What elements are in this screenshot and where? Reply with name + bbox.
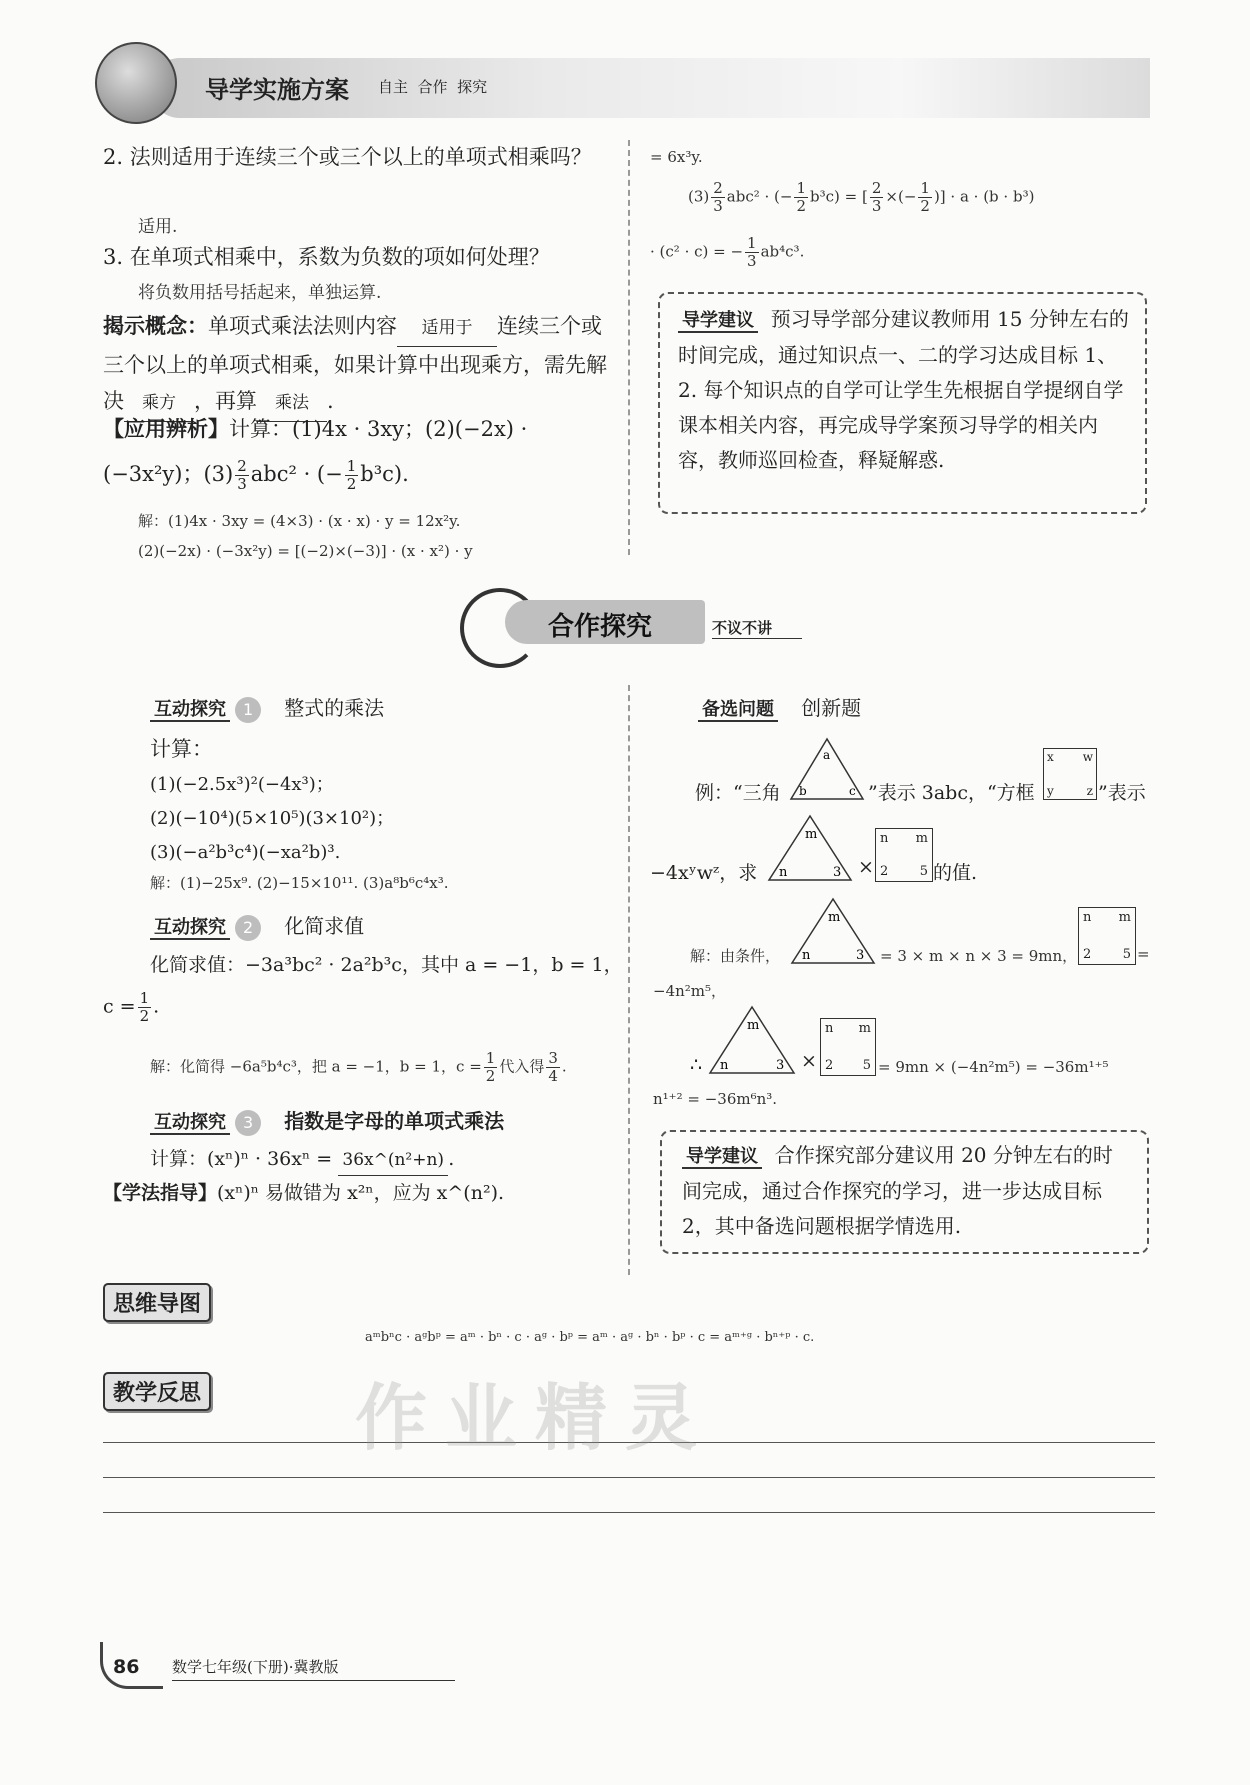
backup-ex-2: ”表示 3abc，“方框 xyxy=(868,782,1035,804)
box-nm25-sol-tr: m xyxy=(1118,910,1131,925)
header-subtitle: 自主 合作 探究 xyxy=(378,78,488,96)
explore-2-text: 化简求值：−3a³bc² · 2a²b³c，其中 a = −1，b = 1， xyxy=(150,954,623,976)
backup-sol-4: n¹⁺² = −36m⁶n³. xyxy=(653,1090,778,1108)
backup-sol-1b: = 3 × m × n × 3 = 9mn， xyxy=(880,947,1078,965)
box-xwyz xyxy=(1043,748,1097,800)
advice-1-label: 导学建议 xyxy=(678,310,758,333)
box-nm25-tr: m xyxy=(915,831,928,846)
reveal-mid: 连续三个或三个以上的单项式相乘，如果计算中出现乘方，需先解决 xyxy=(103,314,607,413)
explore-2-text2: c = xyxy=(103,995,136,1018)
triangle-mn3-sol-right: 3 xyxy=(856,948,865,963)
triangle-abc-top: a xyxy=(823,748,831,762)
explore-3-text: 计算：(xⁿ)ⁿ · 36xⁿ = xyxy=(150,1148,333,1170)
advice-2-label: 导学建议 xyxy=(682,1146,762,1169)
explore-1-item-3: (3)(−a²b³c⁴)(−xa²b)³. xyxy=(150,842,341,863)
box-nm25-bl: 2 xyxy=(880,864,889,879)
triangle-mn3-sol xyxy=(788,895,878,967)
header-title: 导学实施方案 xyxy=(205,76,349,104)
triangle-mn3-right: 3 xyxy=(833,865,842,880)
reveal-label: 揭示概念： xyxy=(103,314,208,338)
explore-3-title: 指数是字母的单项式乘法 xyxy=(284,1109,505,1133)
box-nm25-sol-bl: 2 xyxy=(1083,947,1092,962)
times-sign-2: × xyxy=(801,1050,817,1072)
backup-sol-3: ∴ xyxy=(690,1054,703,1076)
mascot-icon xyxy=(95,42,177,124)
reveal-pre: 单项式乘法法则内容 xyxy=(208,314,397,338)
explore-3-guide: (xⁿ)ⁿ 易做错为 x²ⁿ，应为 x^(n²). xyxy=(217,1182,505,1204)
box-nm25-sol2-br: 5 xyxy=(862,1058,871,1073)
explore-3-badge: 互动探究 xyxy=(150,1112,230,1135)
triangle-mn3-sol2 xyxy=(706,1003,798,1077)
sol-2: (2)(−2x) · (−3x²y) = [(−2)×(−3)] · (x · x²) · y xyxy=(138,542,473,560)
backup-ex-3: ”表示 xyxy=(1098,782,1146,804)
explore-3-blank: 36x^(n²+n) xyxy=(338,1145,448,1176)
backup-sol-1: 解：由条件， xyxy=(690,947,781,965)
box-nm25-tl: n xyxy=(880,831,889,846)
triangle-abc-right: c xyxy=(849,784,856,798)
triangle-mn3-sol2-top: m xyxy=(747,1018,760,1033)
explore-1-header xyxy=(150,692,384,723)
explore-3-line: 计算：(xⁿ)ⁿ · 36xⁿ = 36x^(n²+n) . xyxy=(150,1144,454,1176)
explore-2-answer-line: 解：化简得 −6a⁵b⁴c³，把 a = −1，b = 1，c = $\frac{1}{2}$ 代入得 $\frac{3}{4}$ . xyxy=(150,1049,567,1085)
explore-1-items xyxy=(150,768,394,870)
triangle-mn3-sol2-right: 3 xyxy=(776,1058,785,1073)
advice-2-text: 合作探究部分建议用 20 分钟左右的时间完成，通过合作探究的学习，进一步达成目标 2，其中备选问题根据学情选用. xyxy=(682,1143,1113,1238)
times-sign-1: × xyxy=(858,856,874,878)
backup-sol-1c: = xyxy=(1137,945,1150,963)
triangle-abc xyxy=(787,735,867,803)
box-nm25-sol2-tr: m xyxy=(858,1021,871,1036)
explore-3-header xyxy=(150,1105,504,1136)
book-name: 数学七年级(下册)·冀教版 xyxy=(172,1656,455,1681)
advice-1-text: 预习导学部分建议教师用 15 分钟左右的时间完成，通过知识点一、二的学习达成目标 1、2. 每个知识点的自学可让学生先根据自学提纲自学课本相关内容，再完成导学案预习导学的相关内容，教师巡回检查，释疑解惑. xyxy=(678,307,1129,472)
explore-2-answer2: 代入得 xyxy=(499,1057,545,1076)
apply-text: 计算：(1)4x · 3xy；(2)(−2x) · xyxy=(229,417,528,441)
explore-3-num: 3 xyxy=(235,1110,261,1136)
box-xwyz-tl: x xyxy=(1047,750,1054,764)
blank-1: 适用于 xyxy=(397,310,497,347)
right-line-2: (3) $\frac{2}{3}$ abc² · (− $\frac{1}{2}$ b³c) = [ $\frac{2}{3}$ ×(− $\frac{1}{2}$ )] · a · (b · b³) xyxy=(688,179,1035,215)
backup-ex-5: 的值. xyxy=(933,862,978,884)
section-note: 不议不讲 xyxy=(712,617,802,639)
triangle-mn3-left: n xyxy=(779,865,788,880)
advice-1 xyxy=(678,302,1130,478)
box-nm25-sol xyxy=(1078,907,1136,965)
box-nm25-br: 5 xyxy=(919,864,928,879)
watermark-stamp: 作业精灵 xyxy=(355,1376,716,1460)
right-line-2-label: (3) xyxy=(688,187,710,206)
reveal-concept: 揭示概念：单项式乘法法则内容 适用于 连续三个或三个以上的单项式相乘，如果计算中出现乘方，需先解决 乘方 ，再算 乘法 . xyxy=(103,308,608,422)
explore-2-text2-line: c = $\frac{1}{2}$ . xyxy=(103,989,160,1025)
box-nm25-sol-br: 5 xyxy=(1122,947,1131,962)
box-nm25 xyxy=(875,828,933,882)
backup-ex-4: −4xʸwᶻ，求 xyxy=(650,862,758,884)
sol-1: 解：(1)4x · 3xy = (4×3) · (x · x) · y = 12x²y. xyxy=(138,512,461,530)
column-divider-top xyxy=(628,140,630,555)
explore-2-num: 2 xyxy=(235,915,261,941)
box-nm25-sol-tl: n xyxy=(1083,910,1092,925)
explore-2-badge: 互动探究 xyxy=(150,917,230,940)
backup-sol-2: −4n²m⁵， xyxy=(653,982,727,1000)
box-nm25-sol2-tl: n xyxy=(825,1021,834,1036)
explore-2-answer: 解：化简得 −6a⁵b⁴c³，把 a = −1，b = 1，c = xyxy=(150,1057,482,1076)
triangle-mn3-sol-top: m xyxy=(828,910,841,925)
blank-2: 乘方 xyxy=(124,385,194,422)
explore-1-intro: 计算： xyxy=(150,737,213,761)
explore-1-num: 1 xyxy=(235,697,261,723)
mindmap-label: 思维导图 xyxy=(103,1283,211,1322)
a2: 适用. xyxy=(138,217,178,237)
right-line-3-end: ab⁴c³. xyxy=(760,242,805,261)
page-number: 86 xyxy=(113,1656,140,1678)
explore-1-answer: 解：(1)−25x⁹. (2)−15×10¹¹. (3)a⁸b⁶c⁴x³. xyxy=(150,874,449,892)
explore-1-title: 整式的乘法 xyxy=(284,696,385,720)
right-line-3-label: · (c² · c) = − xyxy=(650,242,744,261)
box-nm25-sol2-bl: 2 xyxy=(825,1058,834,1073)
backup-sol-3b: = 9mn × (−4n²m⁵) = −36m¹⁺⁵ xyxy=(878,1058,1109,1076)
right-line-3: · (c² · c) = − $\frac{1}{3}$ ab⁴c³. xyxy=(650,234,805,270)
right-line-1: = 6x³y. xyxy=(650,148,703,166)
triangle-abc-left: b xyxy=(799,784,807,798)
backup-ex-1: 例：“三角 xyxy=(695,782,781,804)
box-xwyz-tr: w xyxy=(1082,750,1093,764)
backup-title: 创新题 xyxy=(801,696,862,720)
triangle-mn3 xyxy=(765,812,855,884)
triangle-mn3-sol2-left: n xyxy=(720,1058,729,1073)
q2: 2. 法则适用于连续三个或三个以上的单项式相乘吗？ xyxy=(103,145,592,169)
explore-2-header xyxy=(150,910,364,941)
triangle-mn3-top: m xyxy=(805,827,818,842)
a3: 将负数用括号括起来，单独运算. xyxy=(138,283,382,303)
explore-2-title: 化简求值 xyxy=(284,914,365,938)
explore-1-badge: 互动探究 xyxy=(150,699,230,722)
reflect-line-2 xyxy=(103,1477,1155,1478)
explore-3-guide-line xyxy=(103,1178,504,1208)
box-xwyz-br: z xyxy=(1086,784,1093,798)
apply-text-2: (−3x²y)；(3) xyxy=(103,462,234,486)
q3: 3. 在单项式相乘中，系数为负数的项如何处理？ xyxy=(103,245,550,269)
triangle-mn3-sol-left: n xyxy=(802,948,811,963)
reflect-line-3 xyxy=(103,1512,1155,1513)
backup-badge: 备选问题 xyxy=(698,699,778,722)
reflect-label: 教学反思 xyxy=(103,1372,211,1411)
advice-2 xyxy=(682,1138,1132,1244)
box-xwyz-bl: y xyxy=(1047,784,1054,798)
explore-1-item-1: (1)(−2.5x³)²(−4x³)； xyxy=(150,774,334,795)
explore-3-guide-label: 【学法指导】 xyxy=(103,1182,218,1204)
apply-line xyxy=(103,414,613,444)
apply-line-2: (−3x²y)；(3) $\frac{2}{3}$ abc² · (− $\frac{1}{2}$ b³c). xyxy=(103,457,409,493)
reveal-mid2: ，再算 xyxy=(194,389,257,413)
column-divider-mid xyxy=(628,685,630,1275)
blank-3: 乘法 xyxy=(257,385,327,422)
apply-label: 【应用辨析】 xyxy=(103,417,229,441)
box-nm25-sol2 xyxy=(820,1018,876,1076)
explore-1-item-2: (2)(−10⁴)(5×10⁵)(3×10²)； xyxy=(150,808,395,829)
mindmap-formula: aᵐbⁿc · aᵍbᵖ = aᵐ · bⁿ · c · aᵍ · bᵖ = aᵐ · aᵍ · bⁿ · bᵖ · c = aᵐ⁺ᵍ · bⁿ⁺ᵖ · c. xyxy=(365,1330,815,1345)
backup-header xyxy=(698,692,861,721)
section-title: 合作探究 xyxy=(548,612,653,642)
